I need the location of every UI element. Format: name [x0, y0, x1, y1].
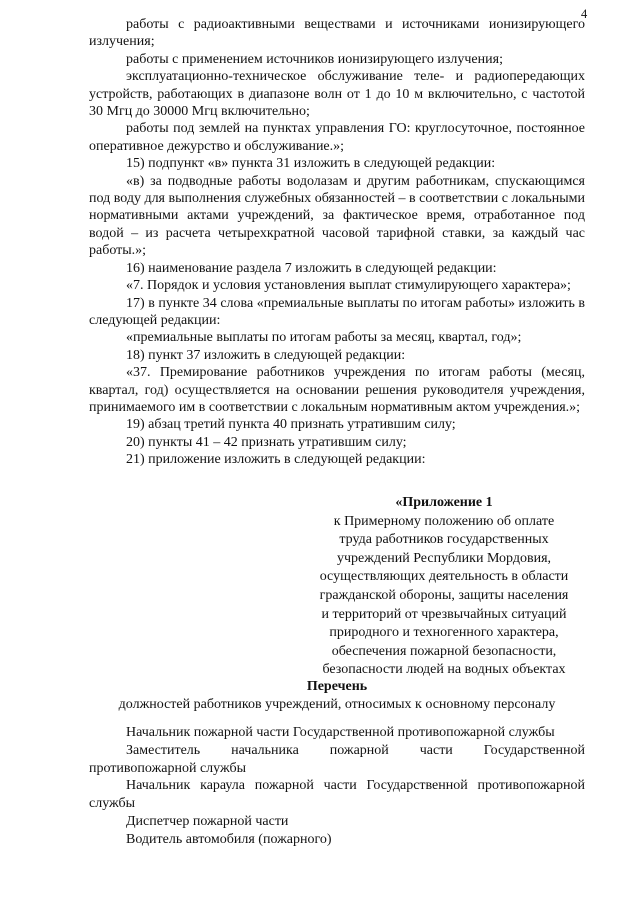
appendix-line: гражданской обороны, защиты населения	[319, 587, 569, 603]
paragraph: «37. Премирование работников учреждения по итогам работы (месяц, квартал, год) осуществляется на основании решения руководителя учреждения, принимаемого им в соответствии с локальным нормативным актом учреждения.»;	[89, 365, 585, 415]
paragraph: работы с применением источников ионизирующего излучения;	[126, 51, 503, 67]
paragraph: «премиальные выплаты по итогам работы за месяц, квартал, год»;	[126, 330, 522, 346]
page-number: 4	[581, 7, 588, 21]
paragraph: «в) за подводные работы водолазам и другим работникам, спускающимся под воду для выполнения служебных обязанностей – в соответствии с локальными нормативными актами учреждений, за фактическое время, отработанное под водой – из расчета четырехкратной часовой тарифной ставки, за каждый час работы.»;	[89, 173, 585, 259]
appendix-line: и территорий от чрезвычайных ситуаций	[321, 606, 567, 622]
position-item: Диспетчер пожарной части	[126, 813, 289, 829]
paragraph: работы под землей на пунктах управления ГО: круглосуточное, постоянное оперативное дежурство и обслуживание.»;	[89, 121, 585, 154]
paragraph: 17) в пункте 34 слова «премиальные выплаты по итогам работы» изложить в следующей редакции:	[89, 295, 585, 328]
paragraph: 16) наименование раздела 7 изложить в следующей редакции:	[126, 260, 497, 276]
appendix-header	[303, 494, 585, 680]
paragraph: 20) пункты 41 – 42 признать утратившим силу;	[126, 434, 407, 450]
paragraph: 19) абзац третий пункта 40 признать утратившим силу;	[126, 417, 456, 433]
appendix-line: труда работников государственных	[339, 532, 549, 548]
appendix-line: учреждений Республики Мордовия,	[336, 550, 552, 566]
position-item: Заместитель начальника пожарной части Государственной противопожарной службы	[89, 742, 585, 776]
paragraph: 21) приложение изложить в следующей редакции:	[126, 452, 426, 468]
appendix-title: «Приложение 1	[395, 495, 493, 510]
position-item: Начальник пожарной части Государственной противопожарной службы	[126, 725, 555, 740]
paragraph: «7. Порядок и условия установления выплат стимулирующего характера»;	[126, 278, 571, 294]
position-item: Начальник караула пожарной части Государственной противопожарной службы	[89, 778, 585, 812]
list-title: Перечень	[306, 679, 368, 694]
appendix-line: к Примерному положению об оплате	[333, 513, 555, 529]
appendix-line: осуществляющих деятельность в области	[319, 569, 569, 585]
body-text	[89, 16, 585, 469]
paragraph: 18) пункт 37 изложить в следующей редакции:	[126, 347, 406, 363]
position-item: Водитель автомобиля (пожарного)	[126, 831, 332, 847]
paragraph: работы с радиоактивными веществами и источниками ионизирующего излучения;	[89, 17, 585, 50]
list-subtitle: должностей работников учреждений, относимых к основному персоналу	[118, 697, 556, 712]
appendix-line: природного и техногенного характера,	[329, 625, 559, 641]
appendix-line: безопасности людей на водных объектах	[322, 662, 566, 678]
appendix-line: обеспечения пожарной безопасности,	[331, 643, 557, 659]
positions-list	[89, 724, 585, 849]
paragraph: эксплуатационно-техническое обслуживание теле- и радиопередающих устройств, работающих в диапазоне волн от 1 до 10 м включительно, с частотой 30 Мгц до 30000 Мгц включительно;	[89, 69, 585, 120]
paragraph: 15) подпункт «в» пункта 31 изложить в следующей редакции:	[126, 156, 496, 172]
